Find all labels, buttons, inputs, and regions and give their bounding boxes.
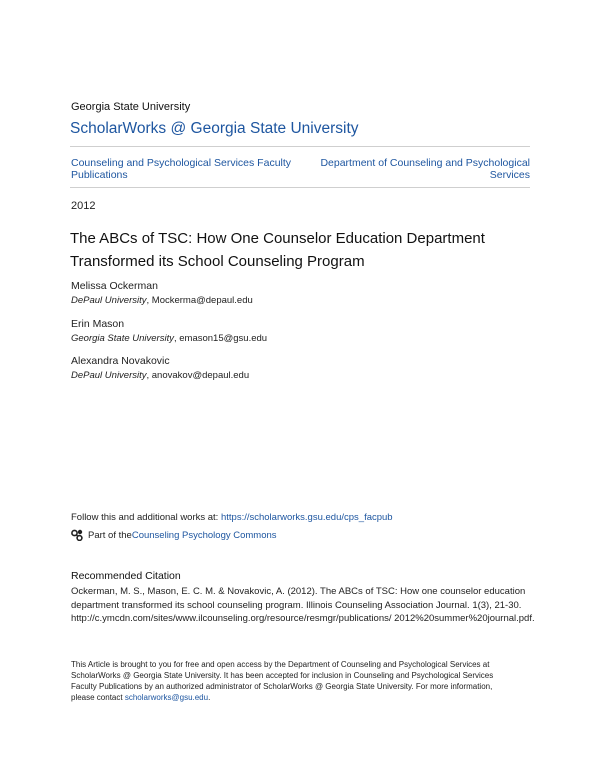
author-affiliation <box>71 295 253 306</box>
part-of-prefix: Part of the <box>88 529 132 541</box>
publication-year: 2012 <box>71 200 96 212</box>
article-title <box>70 227 540 273</box>
author-name: Erin Mason <box>71 318 125 330</box>
access-notice <box>71 659 511 703</box>
article-title-line-1: The ABCs of TSC: How One Counselor Education Department <box>70 230 485 247</box>
collection-link-left[interactable]: Counseling and Psychological Services Faculty Publications <box>71 157 292 181</box>
follow-line <box>71 512 393 523</box>
follow-prefix: Follow this and additional works at: <box>71 512 221 523</box>
affiliation-org: DePaul University <box>71 370 147 381</box>
commons-link[interactable]: Counseling Psychology Commons <box>131 529 277 541</box>
collection-url-link[interactable]: https://scholarworks.gsu.edu/cps_facpub <box>220 512 393 523</box>
repository-link[interactable]: ScholarWorks @ Georgia State University <box>70 120 359 137</box>
affiliation-email: , anovakov@depaul.edu <box>146 370 250 381</box>
affiliation-org: DePaul University <box>71 295 147 306</box>
access-notice-suffix: . <box>208 693 211 702</box>
network-icon <box>71 529 84 541</box>
author-affiliation <box>71 370 249 381</box>
collection-link-right[interactable]: Department of Counseling and Psychological Services <box>320 157 530 181</box>
article-title-line-2: Transformed its School Counseling Program <box>70 253 365 270</box>
top-divider <box>70 146 530 147</box>
citation-heading: Recommended Citation <box>71 570 181 582</box>
institution-name: Georgia State University <box>71 101 191 113</box>
author-name: Alexandra Novakovic <box>71 355 170 367</box>
citation-text: Ockerman, M. S., Mason, E. C. M. & Novakovic, A. (2012). The ABCs of TSC: How one counselor education department transformed its school counseling program. Illinois Counseling Association Journal. 1(3), 21-30. http://c.ymcdn.com/sites/www.ilcounseling.org/resource/resmgr/publications/ 2012%20summer%20journal.pdf. <box>71 586 535 624</box>
bottom-divider <box>70 187 530 188</box>
access-notice-text: This Article is brought to you for free and open access by the Department of Counseling and Psychological Services at ScholarWorks @ Georgia State University. It has been accepted for inclusion in Counseling and Psychological Services Faculty Publications by an authorized administrator of ScholarWorks @ Georgia State University. For more information, please contact <box>71 660 494 702</box>
author-name: Melissa Ockerman <box>71 280 158 292</box>
author-affiliation <box>71 333 267 344</box>
affiliation-email: , emason15@gsu.edu <box>173 333 268 344</box>
affiliation-email: , Mockerma@depaul.edu <box>146 295 253 306</box>
affiliation-org: Georgia State University <box>71 333 174 344</box>
part-of-line <box>71 529 277 541</box>
contact-email-link[interactable]: scholarworks@gsu.edu <box>124 693 209 702</box>
